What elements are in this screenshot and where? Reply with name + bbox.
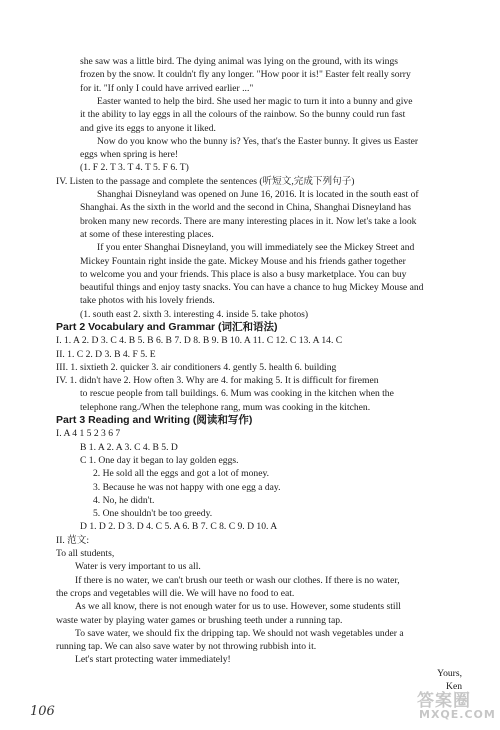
text-line: the crops and vegetables will die. We will have no food to eat. [56,587,295,599]
answer-line: III. 1. sixtieth 2. quicker 3. air conditioners 4. gently 5. health 6. building [56,361,337,373]
text-line: eggs when spring is here! [80,149,179,161]
text-line: and give its eggs to anyone it liked. [80,122,216,134]
text-line: If there is no water, we can't brush our teeth or wash our clothes. If there is no water, [75,574,400,586]
text-line: take photos with his lovely friends. [80,295,215,307]
watermark-url: MXQE.COM [419,708,496,721]
text-line: it the ability to lay eggs in all the colours of the rainbow. So the bunny could run fast [80,109,406,121]
answer-line: D 1. D 2. D 3. D 4. C 5. A 6. B 7. C 8. C 9. D 10. A [80,521,278,533]
text-line: If you enter Shanghai Disneyland, you will immediately see the Mickey Street and [97,242,415,254]
text-line: to welcome you and your friends. This place is also a busy marketplace. You can buy [80,268,407,280]
answer-line: 2. He sold all the eggs and got a lot of money. [93,468,270,480]
text-line: she saw was a little bird. The dying animal was lying on the ground, with its wings [80,56,398,67]
text-line: Mickey Fountain right inside the gate. Mickey Mouse and his friends gather together [80,255,406,267]
watermark-text: 答案圈 [417,691,471,711]
text-line: at some of these interesting places. [80,228,214,240]
answer-line: 4. No, he didn't. [93,494,155,506]
section-heading: IV. Listen to the passage and complete the sentences (听短文,完成下列句子) [56,175,355,187]
text-line: frozen by the snow. It couldn't fly any longer. "How poor it is!" Easter felt really sorry [80,69,411,81]
answer-line: IV. 1. didn't have 2. How often 3. Why are 4. for making 5. It is difficult for firemen [56,375,379,387]
text-line: Water is very important to us all. [75,561,201,573]
answer-line: (1. south east 2. sixth 3. interesting 4. inside 5. take photos) [80,308,309,320]
text-line: waste water by playing water games or brushing teeth under a running tap. [56,614,343,626]
text-line: To save water, we should fix the dripping tap. We should not wash vegetables under a [75,627,404,639]
text-line: Easter wanted to help the bird. She used her magic to turn it into a bunny and give [97,95,413,107]
answer-line: B 1. A 2. A 3. C 4. B 5. D [80,441,178,453]
answer-line: (1. F 2. T 3. T 4. T 5. F 6. T) [80,162,189,174]
page-number: 106 [30,704,55,719]
answer-line: C 1. One day it began to lay golden eggs. [80,454,239,466]
answer-line: I. A 4 1 5 2 3 6 7 [56,428,121,440]
text-line: Shanghai. As the sixth in the world and the second in China, Shanghai Disneyland has [80,202,411,214]
text-line: running tap. We can also save water by not throwing rubbish into it. [56,641,317,653]
part-heading: Part 2 Vocabulary and Grammar (词汇和语法) [56,321,278,333]
watermark-logo [415,686,495,726]
text-line: Shanghai Disneyland was opened on June 16, 2016. It is located in the south east of [97,189,419,200]
part-heading: Part 3 Reading and Writing (阅读和写作) [56,414,253,426]
text-line: As we all know, there is not enough water for us to use. However, some students still [75,601,401,613]
text-line: To all students, [56,548,115,559]
text-line: Let's start protecting water immediately! [75,654,231,666]
letter-closing: Yours, [437,667,462,679]
answer-line: telephone rang./When the telephone rang, mum was cooking in the kitchen. [80,401,371,413]
answer-line: II. 范文: [56,534,90,546]
text-line: Now do you know who the bunny is? Yes, that's the Easter bunny. It gives us Easter [97,135,419,147]
text-line: beautiful things and enjoy tasty snacks. You can have a chance to hug Mickey Mouse and [80,282,424,294]
answer-line: 3. Because he was not happy with one egg a day. [93,481,281,493]
answer-line: I. 1. A 2. D 3. C 4. B 5. B 6. B 7. D 8. B 9. B 10. A 11. C 12. C 13. A 14. C [56,335,343,347]
text-line: for it. "If only I could have arrived earlier ..." [80,82,254,94]
letter-signature: Ken [446,681,462,692]
text-line: broken many new records. There are many interesting places in it. Now let's take a look [80,215,417,227]
answer-line: 5. One shouldn't be too greedy. [93,508,213,520]
answer-line: to rescue people from tall buildings. 6. Mum was cooking in the kitchen when the [80,388,394,400]
answer-line: II. 1. C 2. D 3. B 4. F 5. E [56,348,156,360]
